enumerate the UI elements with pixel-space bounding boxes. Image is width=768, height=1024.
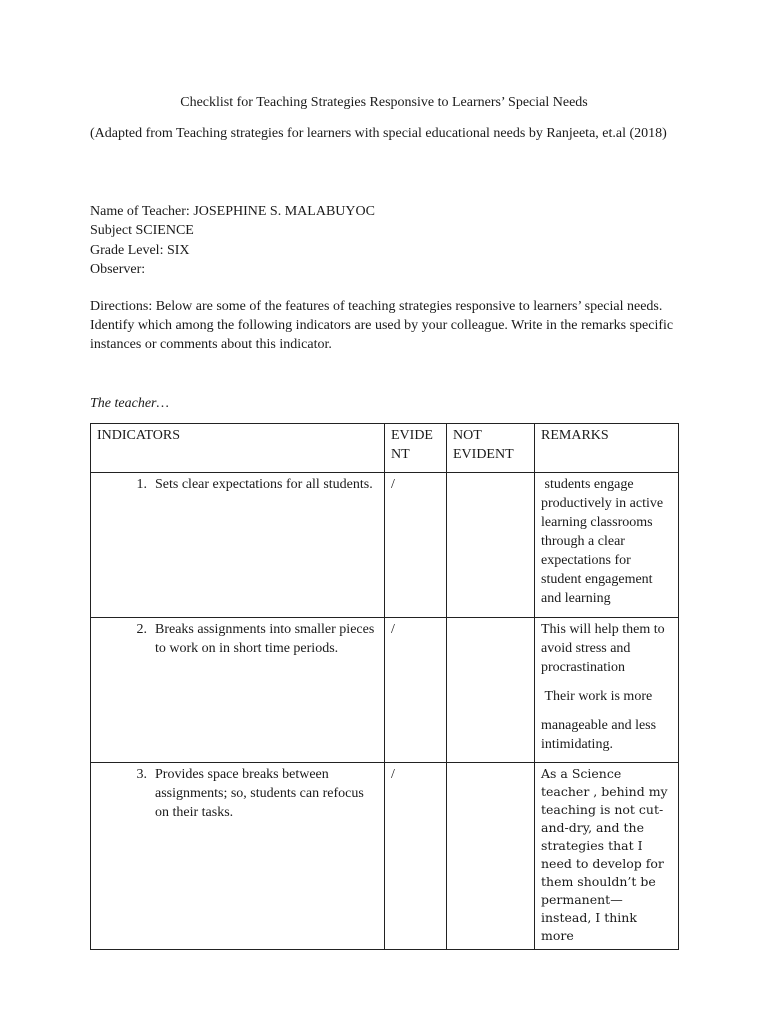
document-title: Checklist for Teaching Strategies Responsive to Learners’ Special Needs <box>180 95 588 110</box>
not-evident-mark <box>447 473 535 618</box>
remarks-cell <box>535 618 679 763</box>
indicator-number: 3. <box>136 767 147 782</box>
remarks-text: students engage productively in active learning classrooms through a clear expectations for student engagement and learning <box>541 477 667 606</box>
indicator-number: 1. <box>136 477 147 492</box>
checklist-table <box>90 423 679 950</box>
remarks-cell <box>535 473 679 618</box>
table-header-row <box>91 424 679 473</box>
indicator-cell <box>91 618 385 763</box>
remarks-text: Their work is more <box>541 689 653 704</box>
indicator-cell <box>91 473 385 618</box>
header-evident: EVIDE NT <box>385 424 447 473</box>
indicator-number: 2. <box>136 622 147 637</box>
header-indicators: INDICATORS <box>91 424 385 473</box>
evident-mark: / <box>385 618 447 763</box>
remarks-text: This will help them to avoid stress and procrastination <box>541 622 665 675</box>
directions: Directions: Below are some of the features of teaching strategies responsive to learners’ special needs. Identify which among the following indicators are used by your colleague. Write in the remarks specific instances or comments about this indicator. <box>90 299 674 352</box>
teacher-name: Name of Teacher: JOSEPHINE S. MALABUYOC <box>90 204 375 219</box>
table-row <box>91 618 679 763</box>
source-citation: (Adapted from Teaching strategies for learners with special educational needs by Ranjeeta, et.al (2018) <box>90 126 667 141</box>
remarks-cell <box>535 763 679 950</box>
remarks-text: manageable and less intimidating. <box>541 718 657 752</box>
grade-level: Grade Level: SIX <box>90 243 190 258</box>
header-not-evident: NOT EVIDENT <box>447 424 535 473</box>
remarks-text: As a Science teacher , behind my teaching is not cut-and-dry, and the strategies that I need to develop for them shouldn’t be permanent—instead, I think more <box>541 766 668 943</box>
table-row <box>91 763 679 950</box>
observer: Observer: <box>90 262 146 277</box>
indicator-cell <box>91 763 385 950</box>
indicator-text: Sets clear expectations for all students. <box>155 477 373 492</box>
indicator-text: Breaks assignments into smaller pieces to work on in short time periods. <box>155 622 375 656</box>
subject: Subject SCIENCE <box>90 223 194 238</box>
header-remarks: REMARKS <box>535 424 679 473</box>
not-evident-mark <box>447 763 535 950</box>
evident-mark: / <box>385 473 447 618</box>
lead-in: The teacher… <box>90 396 169 411</box>
evident-mark: / <box>385 763 447 950</box>
indicator-text: Provides space breaks between assignments; so, students can refocus on their tasks. <box>155 767 364 820</box>
not-evident-mark <box>447 618 535 763</box>
table-row <box>91 473 679 618</box>
